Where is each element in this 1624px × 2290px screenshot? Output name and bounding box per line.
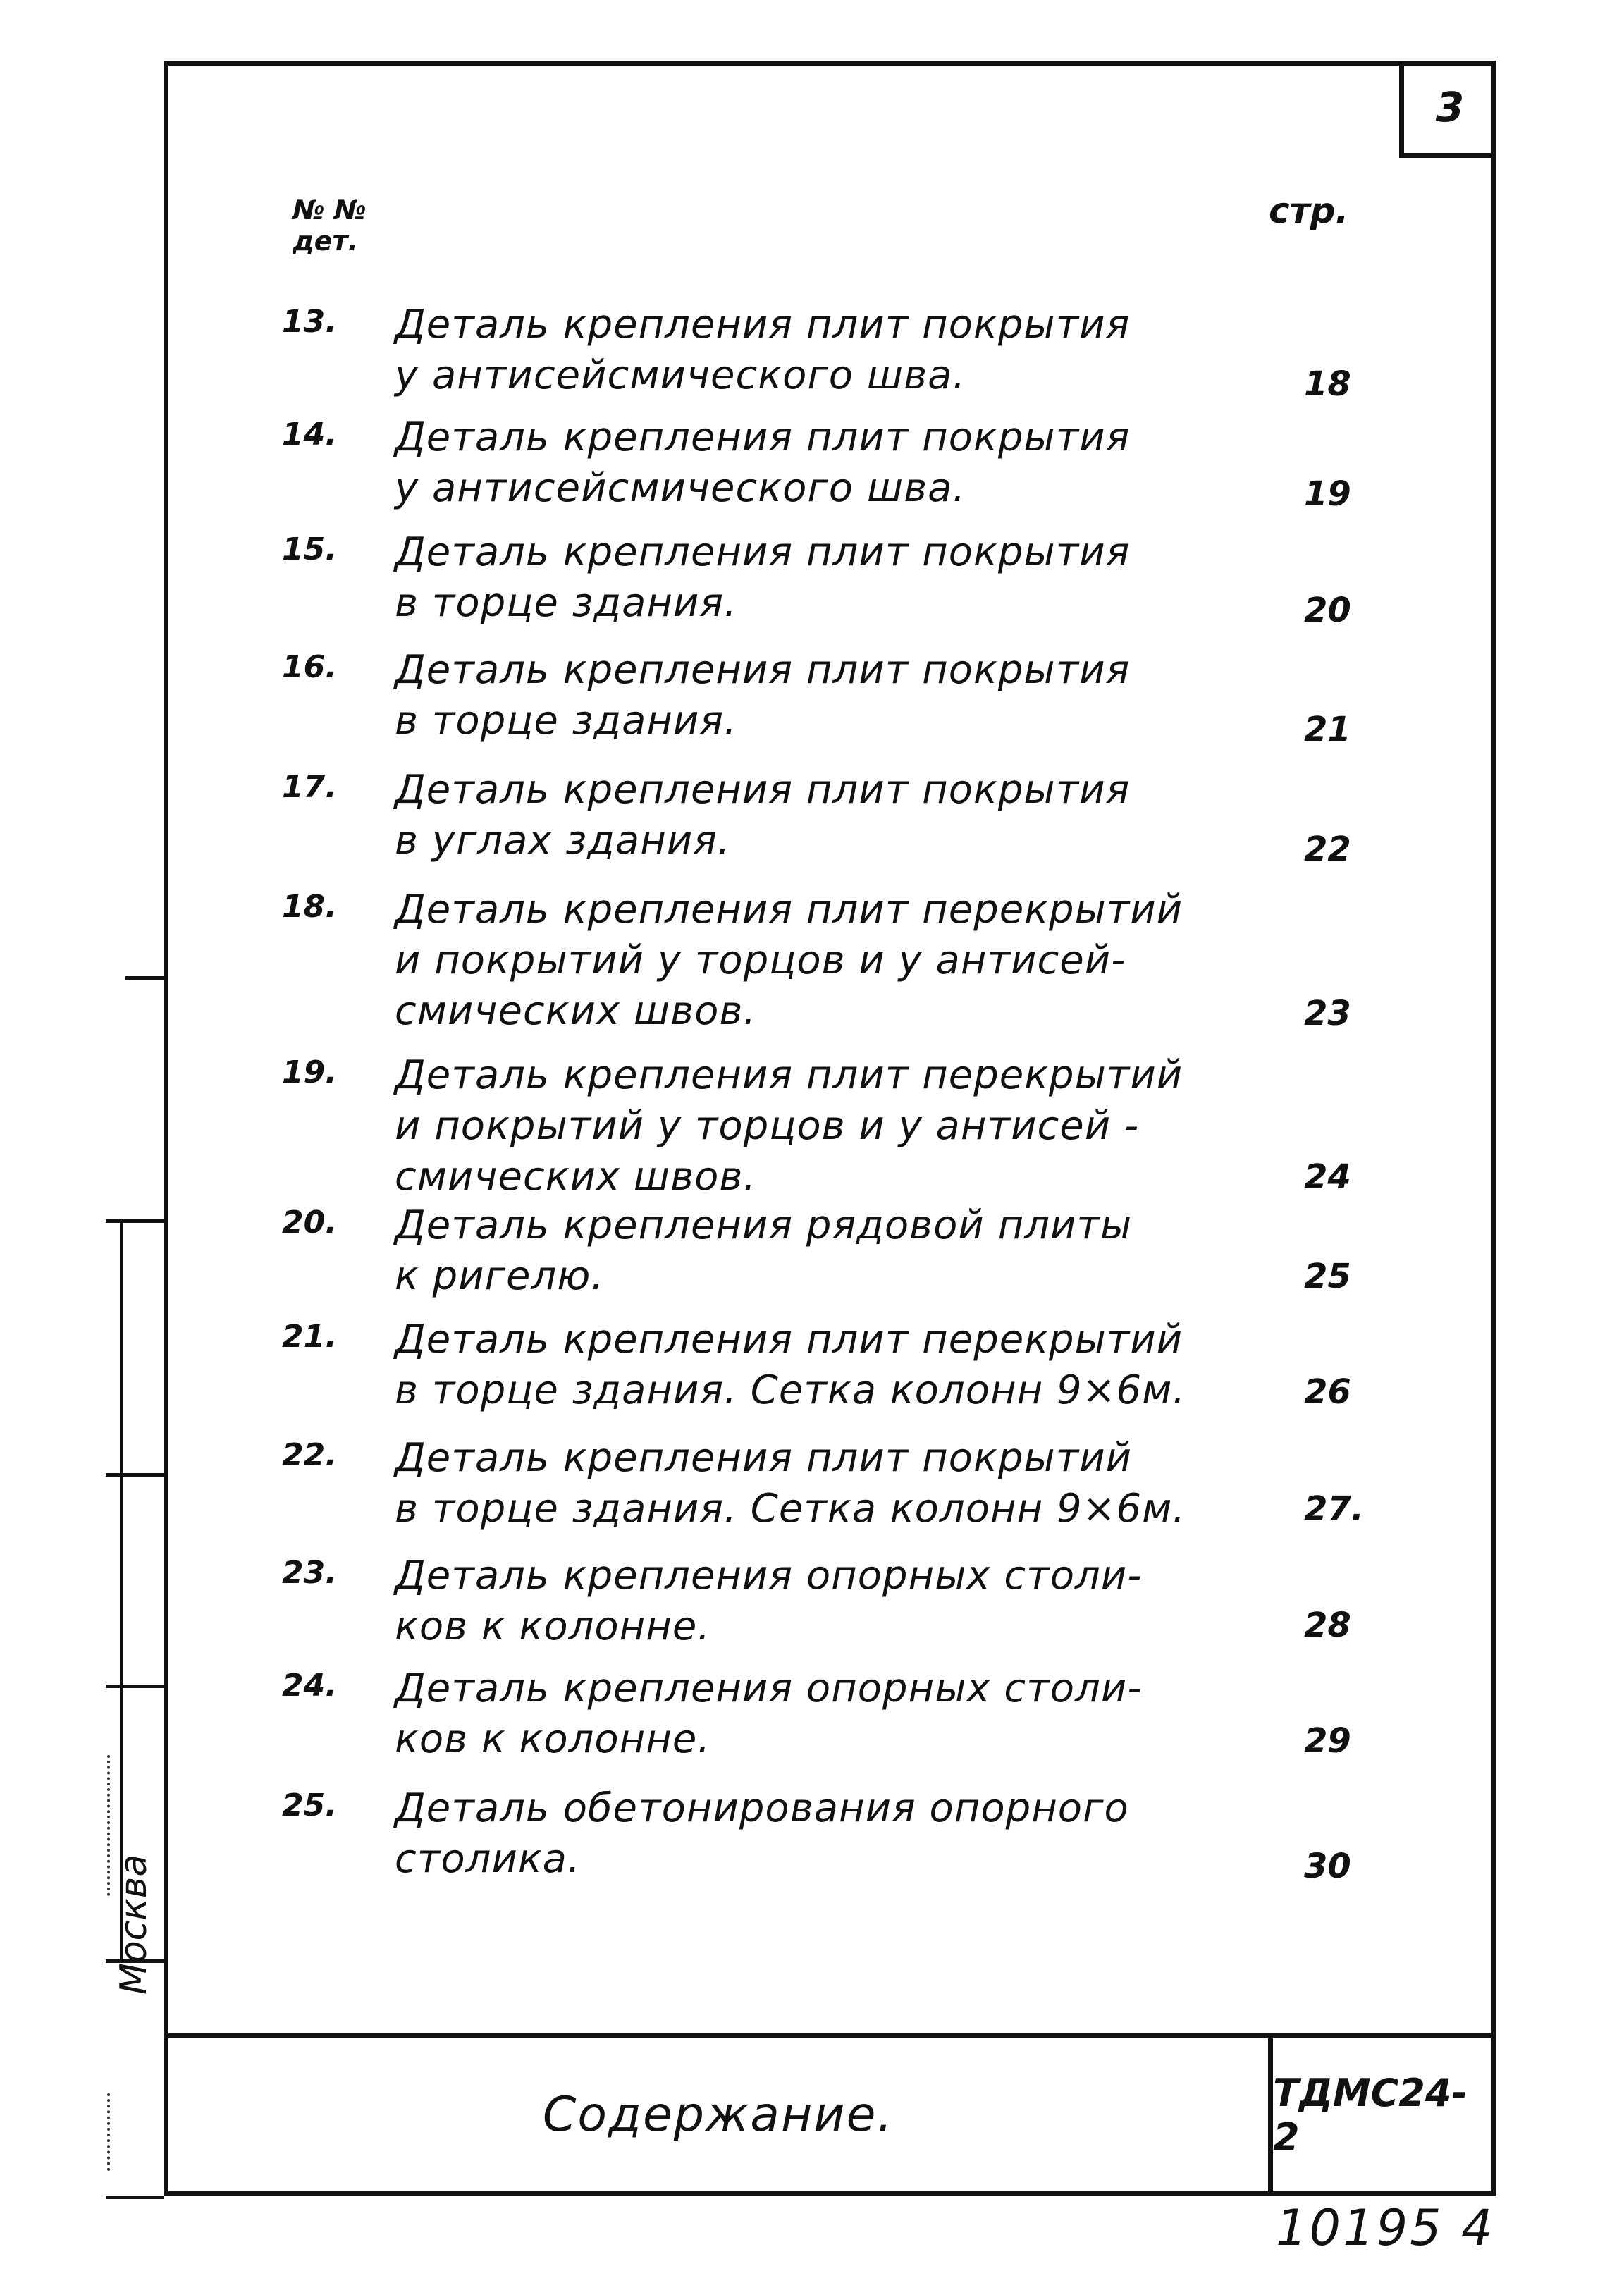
toc-entry-page: 22 xyxy=(1304,830,1351,869)
toc-entry-number: 22. xyxy=(282,1437,337,1473)
toc-entry-text: Деталь крепления плит перекрытий и покрытий у торцов и у антисей- смических швов. xyxy=(395,887,1183,1034)
margin-rule xyxy=(106,1219,164,1223)
toc-entry-number: 16. xyxy=(282,649,337,685)
toc-entry-page: 19 xyxy=(1304,474,1351,514)
title-block xyxy=(168,2033,1491,2191)
title-block-divider xyxy=(1268,2038,1273,2196)
toc-entry-page: 21 xyxy=(1304,710,1351,749)
toc-entry-text: Деталь крепления плит покрытия у антисейсмического шва. xyxy=(395,414,1131,511)
detail-number-column-header: № № дет. xyxy=(293,195,367,257)
toc-entry-number: 15. xyxy=(282,531,337,567)
toc-entry-text: Деталь крепления плит покрытия в торце здания. xyxy=(395,647,1131,744)
toc-entry-text: Деталь крепления плит перекрытий в торце здания. Сетка колонн 9×6м. xyxy=(395,1317,1186,1413)
toc-entry-number: 14. xyxy=(282,417,337,453)
toc-entry-number: 21. xyxy=(282,1319,337,1355)
margin-rule xyxy=(106,2196,164,2199)
toc-entry-number: 23. xyxy=(282,1555,337,1591)
margin-rule xyxy=(120,1219,123,1959)
toc-entry-page: 30 xyxy=(1304,1847,1351,1886)
toc-entry-page: 18 xyxy=(1304,364,1351,404)
binding-margin-stamp xyxy=(106,1219,164,2199)
document-title: Содержание. xyxy=(542,2087,894,2143)
toc-entry-text: Деталь крепления плит покрытия в углах здания. xyxy=(395,767,1131,863)
toc-entry-number: 17. xyxy=(282,769,337,805)
toc-entry-text: Деталь крепления опорных столи- ков к колонне. xyxy=(395,1666,1143,1762)
page-number-box xyxy=(1399,61,1496,158)
toc-entry-number: 24. xyxy=(282,1668,337,1704)
toc-entry-page: 24 xyxy=(1304,1157,1351,1197)
margin-dotted-line xyxy=(107,1755,113,1896)
toc-entry-number: 25. xyxy=(282,1787,337,1823)
document-code: ТДМС24-2 xyxy=(1273,2070,1468,2160)
toc-entry-page: 28 xyxy=(1304,1606,1351,1645)
page-number: 3 xyxy=(1435,82,1465,131)
toc-entry-number: 19. xyxy=(282,1054,337,1090)
toc-entry-text: Деталь крепления плит покрытий в торце здания. Сетка колонн 9×6м. xyxy=(395,1435,1186,1532)
toc-entry-page: 29 xyxy=(1304,1721,1351,1761)
toc-entry-number: 20. xyxy=(282,1205,337,1241)
toc-entry-text: Деталь крепления плит перекрытий и покрытий у торцов и у антисей - смических швов. xyxy=(395,1052,1183,1200)
archive-number: 10195 4 xyxy=(1276,2199,1495,2257)
toc-entry-page: 20 xyxy=(1304,591,1351,630)
toc-entry-number: 18. xyxy=(282,889,337,925)
toc-entry-page: 26 xyxy=(1304,1372,1351,1412)
page-column-header: стр. xyxy=(1269,190,1349,231)
city-stamp: Москва xyxy=(113,1854,155,1995)
margin-rule xyxy=(106,1473,164,1477)
margin-tick xyxy=(125,976,164,980)
toc-entry-text: Деталь крепления плит покрытия у антисейсмического шва. xyxy=(395,302,1131,398)
toc-entry-text: Деталь крепления плит покрытия в торце здания. xyxy=(395,529,1131,626)
toc-entry-page: 27. xyxy=(1304,1489,1365,1529)
toc-entry-text: Деталь крепления опорных столи- ков к колонне. xyxy=(395,1553,1143,1649)
toc-entry-text: Деталь крепления рядовой плиты к ригелю. xyxy=(395,1202,1133,1299)
margin-dotted-line xyxy=(107,2093,113,2171)
toc-entry-text: Деталь обетонирования опорного столика. xyxy=(395,1785,1129,1882)
toc-entry-page: 25 xyxy=(1304,1257,1351,1296)
margin-rule xyxy=(106,1685,164,1688)
toc-entry-page: 23 xyxy=(1304,994,1351,1033)
toc-entry-number: 13. xyxy=(282,304,337,340)
